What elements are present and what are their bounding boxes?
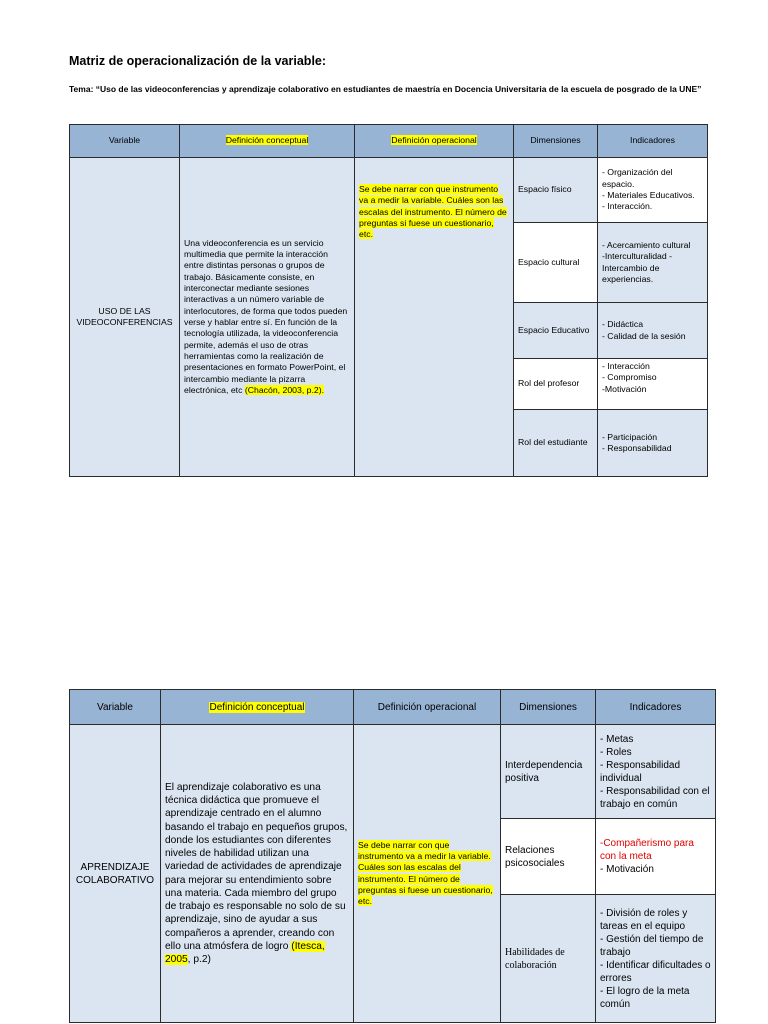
- header-indicadores: Indicadores: [596, 690, 716, 725]
- header-def-operacional: Definición operacional: [355, 125, 514, 158]
- header-variable: Variable: [70, 690, 161, 725]
- dimension-cell: Espacio Educativo: [514, 303, 598, 359]
- dimension-cell: Espacio físico: [514, 158, 598, 223]
- indicators-cell: - Metas - Roles - Responsabilidad individual - Responsabilidad con el trabajo en común: [596, 725, 716, 819]
- table-header-row: [70, 690, 716, 725]
- indicators-cell: - Acercamiento cultural -Interculturalidad - Intercambio de experiencias.: [598, 223, 708, 303]
- indicators-cell: - Organización del espacio. - Materiales Educativos. - Interacción.: [598, 158, 708, 223]
- header-def-conceptual: Definición conceptual: [180, 125, 355, 158]
- dimension-cell: Rol del estudiante: [514, 410, 598, 477]
- indicators-cell: - División de roles y tareas en el equipo - Gestión del tiempo de trabajo - Identificar dificultades o errores - El logro de la meta común: [596, 895, 716, 1023]
- operationalization-table-aprendizaje: [69, 689, 716, 1023]
- dimension-cell: Interdependencia positiva: [501, 725, 596, 819]
- header-def-conceptual: Definición conceptual: [161, 690, 354, 725]
- header-indicadores: Indicadores: [598, 125, 708, 158]
- indicators-cell: -Compañerismo para con la meta - Motivación: [596, 819, 716, 895]
- conceptual-definition-cell: El aprendizaje colaborativo es una técnica didáctica que promueve el aprendizaje centrado en el alumno basando el trabajo en pequeños grupos, donde los estudiantes con diferentes niveles de habilidad utilizan una variedad de actividades de aprendizaje para mejorar su entendimiento sobre una materia. Cada miembro del grupo de trabajo es responsable no solo de su aprendizaje, sino de ayudar a sus compañeros a aprender, creando con ello una atmósfera de logro (Itesca, 2005, p.2): [161, 725, 354, 1023]
- citation: (Chacón, 2003, p.2).: [244, 384, 325, 395]
- header-def-operacional: Definición operacional: [354, 690, 501, 725]
- dimension-cell: Habilidades de colaboración: [501, 895, 596, 1023]
- operationalization-table-videoconferencias: [69, 124, 708, 477]
- indicators-cell: - Didáctica - Calidad de la sesión: [598, 303, 708, 359]
- citation: (Itesca, 2005: [165, 940, 325, 965]
- operational-definition-cell: Se debe narrar con que instrumento va a medir la variable. Cuáles son las escalas del instrumento. El número de preguntas si fuese un cuestionario, etc.: [355, 158, 514, 477]
- indicator-highlighted-red: -Compañerismo para con la meta: [600, 838, 694, 862]
- dimension-cell: Espacio cultural: [514, 223, 598, 303]
- dimension-cell: Rol del profesor: [514, 359, 598, 410]
- table-row: [70, 158, 708, 223]
- variable-cell: APRENDIZAJE COLABORATIVO: [70, 725, 161, 1023]
- page-title: Matriz de operacionalización de la variable:: [69, 54, 327, 68]
- tema-text: Tema: “Uso de las videoconferencias y aprendizaje colaborativo en estudiantes de maestría en Docencia Universitaria de la escuela de posgrado de la UNE”: [69, 84, 702, 94]
- header-variable: Variable: [70, 125, 180, 158]
- operational-definition-cell: Se debe narrar con que instrumento va a medir la variable. Cuáles son las escalas del instrumento. El número de preguntas si fuese un cuestionario, etc.: [354, 725, 501, 1023]
- variable-cell: USO DE LAS VIDEOCONFERENCIAS: [70, 158, 180, 477]
- dimension-cell: Relaciones psicosociales: [501, 819, 596, 895]
- table-header-row: [70, 125, 708, 158]
- table-row: [70, 725, 716, 819]
- indicators-cell: - Participación - Responsabilidad: [598, 410, 708, 477]
- header-dimensiones: Dimensiones: [501, 690, 596, 725]
- header-dimensiones: Dimensiones: [514, 125, 598, 158]
- indicators-cell: - Interacción - Compromiso -Motivación: [598, 359, 708, 410]
- conceptual-definition-cell: Una videoconferencia es un servicio multimedia que permite la interacción entre distintas personas o grupos de trabajo. Básicamente consiste, en interconectar mediante sesiones interactivas a un número variable de interlocutores, de forma que todos pueden verse y hablar entre sí. En función de la tecnología utilizada, la videoconferencia permite, además el uso de otras herramientas como la realización de presentaciones en formato PowerPoint, el intercambio mediante la pizarra electrónica, etc (Chacón, 2003, p.2).: [180, 158, 355, 477]
